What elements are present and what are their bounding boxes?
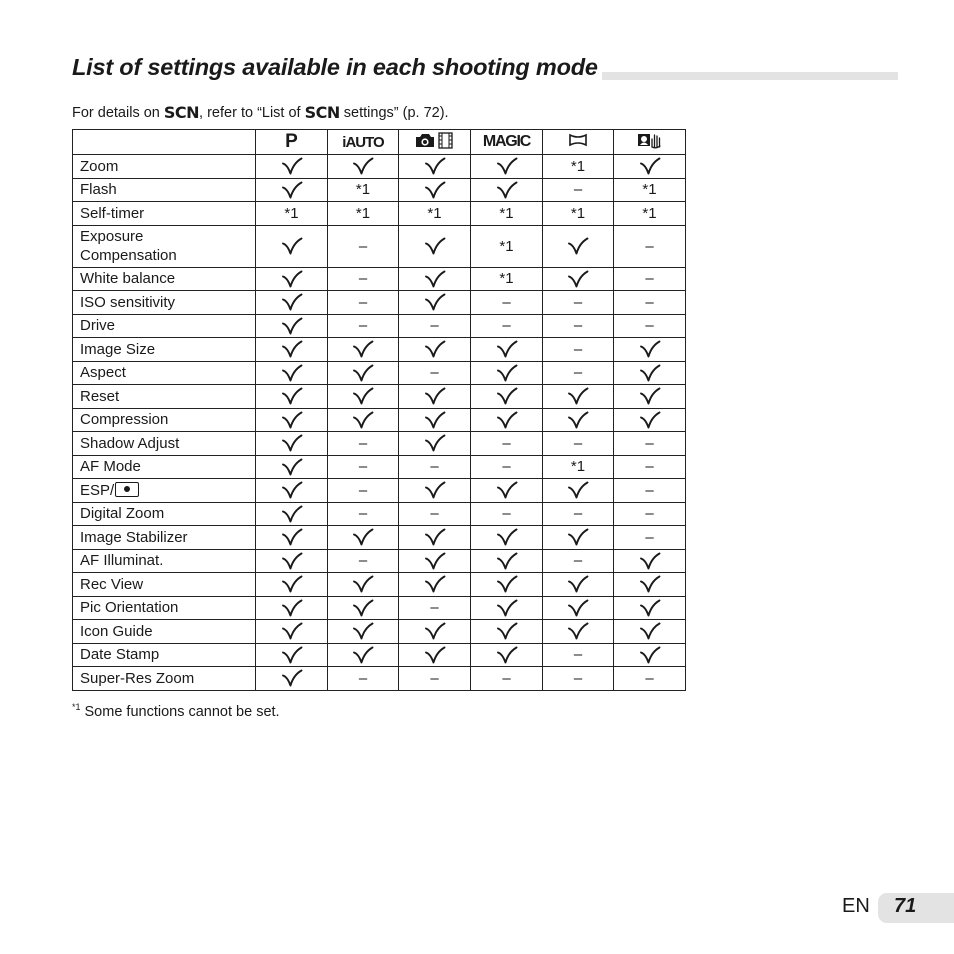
- spot-metering-icon: [115, 482, 139, 497]
- intro-text-after: settings” (p. 72).: [339, 105, 449, 121]
- available-check-icon: [471, 573, 543, 597]
- setting-name-date-stamp: [73, 643, 256, 667]
- table-row: [73, 385, 686, 409]
- setting-name-flash: [73, 178, 256, 202]
- setting-name-text: Exposure: [80, 228, 144, 245]
- unavailable-dash-cell: –: [471, 291, 543, 315]
- setting-name-exposure-compensation: [73, 225, 256, 267]
- table-row: [73, 596, 686, 620]
- setting-name-text: Compression: [80, 411, 169, 429]
- available-check-icon: [328, 573, 399, 597]
- unavailable-dash-cell: –: [543, 291, 614, 315]
- available-check-icon: [614, 620, 686, 644]
- unavailable-dash-cell: –: [614, 502, 686, 526]
- table-row: [73, 667, 686, 691]
- setting-name-text: ISO sensitivity: [80, 293, 176, 311]
- setting-name-white-balance: [73, 267, 256, 291]
- setting-name-image-size: [73, 338, 256, 362]
- available-check-icon: [399, 643, 471, 667]
- language-label: EN: [842, 895, 870, 917]
- available-check-icon: [471, 479, 543, 503]
- limited-note-cell: *1: [399, 202, 471, 226]
- unavailable-dash-cell: –: [328, 291, 399, 315]
- scn-mode-icon: SCN: [304, 103, 340, 122]
- unavailable-dash-cell: –: [328, 455, 399, 479]
- available-check-icon: [614, 361, 686, 385]
- limited-note-cell: *1: [328, 178, 399, 202]
- setting-name-text: ESP/: [80, 481, 115, 499]
- available-check-icon: [256, 526, 328, 550]
- available-check-icon: [399, 155, 471, 179]
- unavailable-dash-cell: –: [614, 432, 686, 456]
- table-row: [73, 291, 686, 315]
- panorama-mode-icon: [568, 133, 588, 151]
- table-row: [73, 526, 686, 550]
- limited-note-cell: *1: [256, 202, 328, 226]
- table-row: [73, 155, 686, 179]
- available-check-icon: [471, 361, 543, 385]
- available-check-icon: [256, 225, 328, 267]
- limited-note-cell: *1: [471, 225, 543, 267]
- setting-name-text: Image Stabilizer: [80, 528, 188, 546]
- setting-name-rec-view: [73, 573, 256, 597]
- available-check-icon: [471, 549, 543, 573]
- available-check-icon: [614, 385, 686, 409]
- header-mode-magic: [471, 130, 543, 155]
- limited-note-cell: *1: [614, 178, 686, 202]
- available-check-icon: [256, 502, 328, 526]
- limited-note-cell: *1: [614, 202, 686, 226]
- footnote-mark: *1: [72, 702, 81, 712]
- setting-name-text: Drive: [80, 317, 116, 335]
- unavailable-dash-cell: –: [328, 667, 399, 691]
- table-row: [73, 225, 686, 267]
- setting-name-text: White balance: [80, 270, 176, 288]
- available-check-icon: [399, 549, 471, 573]
- available-check-icon: [614, 643, 686, 667]
- table-row: [73, 455, 686, 479]
- setting-name-image-stabilizer: [73, 526, 256, 550]
- setting-name-icon-guide: [73, 620, 256, 644]
- available-check-icon: [256, 267, 328, 291]
- available-check-icon: [471, 178, 543, 202]
- setting-name-shadow-adjust: [73, 432, 256, 456]
- table-row: [73, 202, 686, 226]
- available-check-icon: [399, 573, 471, 597]
- available-check-icon: [256, 338, 328, 362]
- available-check-icon: [399, 408, 471, 432]
- intro-paragraph: [72, 102, 449, 121]
- setting-name-esp: [73, 479, 256, 503]
- setting-name-af-illuminat: [73, 549, 256, 573]
- unavailable-dash-cell: –: [543, 549, 614, 573]
- header-mode-panorama: [543, 130, 614, 155]
- available-check-icon: [471, 620, 543, 644]
- available-check-icon: [328, 526, 399, 550]
- setting-name-super-res-zoom: [73, 667, 256, 691]
- settings-table: [72, 129, 686, 691]
- setting-name-text: Reset: [80, 387, 120, 405]
- unavailable-dash-cell: –: [399, 502, 471, 526]
- unavailable-dash-cell: –: [471, 314, 543, 338]
- available-check-icon: [256, 155, 328, 179]
- setting-name-text: Zoom: [80, 157, 119, 175]
- header-mode-camera-movie: [399, 130, 471, 155]
- header-mode-p: [256, 130, 328, 155]
- available-check-icon: [328, 408, 399, 432]
- unavailable-dash-cell: –: [471, 667, 543, 691]
- available-check-icon: [614, 338, 686, 362]
- setting-name-digital-zoom: [73, 502, 256, 526]
- magic-filter-mode-icon: MAGIC: [482, 133, 531, 151]
- table-row: [73, 338, 686, 362]
- available-check-icon: [328, 155, 399, 179]
- table-header-row: [73, 130, 686, 155]
- table-row: [73, 267, 686, 291]
- available-check-icon: [471, 408, 543, 432]
- unavailable-dash-cell: –: [543, 338, 614, 362]
- unavailable-dash-cell: –: [543, 432, 614, 456]
- available-check-icon: [614, 596, 686, 620]
- available-check-icon: [256, 667, 328, 691]
- unavailable-dash-cell: –: [543, 361, 614, 385]
- setting-name-text: Date Stamp: [80, 646, 160, 664]
- available-check-icon: [614, 408, 686, 432]
- available-check-icon: [256, 178, 328, 202]
- setting-name-zoom: [73, 155, 256, 179]
- beauty-hand-mode-icon: [637, 131, 663, 153]
- setting-name-text: Shadow Adjust: [80, 434, 180, 452]
- unavailable-dash-cell: –: [328, 267, 399, 291]
- setting-name-text: Rec View: [80, 575, 144, 593]
- unavailable-dash-cell: –: [614, 314, 686, 338]
- available-check-icon: [399, 385, 471, 409]
- unavailable-dash-cell: –: [543, 178, 614, 202]
- unavailable-dash-cell: –: [614, 455, 686, 479]
- available-check-icon: [543, 620, 614, 644]
- setting-name-text: AF Mode: [80, 458, 141, 476]
- setting-name-pic-orientation: [73, 596, 256, 620]
- available-check-icon: [256, 432, 328, 456]
- setting-name-text: Compensation: [80, 247, 177, 264]
- available-check-icon: [543, 225, 614, 267]
- available-check-icon: [614, 155, 686, 179]
- setting-name-text: Aspect: [80, 364, 126, 382]
- available-check-icon: [256, 479, 328, 503]
- unavailable-dash-cell: –: [614, 667, 686, 691]
- scn-mode-icon: SCN: [163, 103, 200, 122]
- unavailable-dash-cell: –: [543, 667, 614, 691]
- available-check-icon: [543, 596, 614, 620]
- setting-name-text: Image Size: [80, 340, 156, 358]
- unavailable-dash-cell: –: [614, 526, 686, 550]
- table-row: [73, 549, 686, 573]
- available-check-icon: [471, 643, 543, 667]
- unavailable-dash-cell: –: [543, 314, 614, 338]
- available-check-icon: [614, 573, 686, 597]
- available-check-icon: [399, 291, 471, 315]
- available-check-icon: [256, 408, 328, 432]
- header-mode-beauty-hand: [614, 130, 686, 155]
- available-check-icon: [256, 549, 328, 573]
- setting-name-reset: [73, 385, 256, 409]
- available-check-icon: [256, 385, 328, 409]
- page-number-box: [878, 893, 954, 923]
- unavailable-dash-cell: –: [328, 225, 399, 267]
- page-number: 71: [894, 895, 917, 917]
- available-check-icon: [256, 573, 328, 597]
- header-setting-column: [73, 130, 256, 155]
- setting-name-text: Digital Zoom: [80, 505, 165, 523]
- intro-text-middle: , refer to “List of: [199, 105, 305, 121]
- available-check-icon: [399, 225, 471, 267]
- limited-note-cell: *1: [471, 202, 543, 226]
- setting-name-text: Self-timer: [80, 204, 145, 222]
- unavailable-dash-cell: –: [614, 267, 686, 291]
- unavailable-dash-cell: –: [399, 455, 471, 479]
- footnote-text: Some functions cannot be set.: [84, 704, 280, 720]
- unavailable-dash-cell: –: [614, 225, 686, 267]
- iauto-mode-icon: iAUTO: [342, 133, 384, 151]
- available-check-icon: [471, 526, 543, 550]
- page-number-tab: [842, 893, 954, 923]
- page-title: List of settings available in each shooting mode: [72, 54, 602, 81]
- setting-name-af-mode: [73, 455, 256, 479]
- available-check-icon: [256, 596, 328, 620]
- unavailable-dash-cell: –: [543, 643, 614, 667]
- footnote: [72, 702, 280, 720]
- setting-name-self-timer: [73, 202, 256, 226]
- available-check-icon: [399, 432, 471, 456]
- available-check-icon: [328, 385, 399, 409]
- unavailable-dash-cell: –: [328, 432, 399, 456]
- available-check-icon: [328, 338, 399, 362]
- intro-text-before: For details on: [72, 105, 164, 121]
- available-check-icon: [399, 267, 471, 291]
- unavailable-dash-cell: –: [328, 479, 399, 503]
- unavailable-dash-cell: –: [328, 549, 399, 573]
- unavailable-dash-cell: –: [614, 291, 686, 315]
- setting-name-drive: [73, 314, 256, 338]
- available-check-icon: [471, 385, 543, 409]
- limited-note-cell: *1: [543, 202, 614, 226]
- setting-name-text: AF Illuminat.: [80, 552, 164, 570]
- available-check-icon: [328, 643, 399, 667]
- available-check-icon: [543, 267, 614, 291]
- available-check-icon: [399, 620, 471, 644]
- table-row: [73, 178, 686, 202]
- camera-movie-mode-icon: [414, 131, 456, 153]
- available-check-icon: [399, 526, 471, 550]
- limited-note-cell: *1: [328, 202, 399, 226]
- unavailable-dash-cell: –: [399, 314, 471, 338]
- available-check-icon: [256, 291, 328, 315]
- unavailable-dash-cell: –: [328, 502, 399, 526]
- table-row: [73, 573, 686, 597]
- unavailable-dash-cell: –: [471, 455, 543, 479]
- setting-name-iso-sensitivity: [73, 291, 256, 315]
- available-check-icon: [399, 479, 471, 503]
- header-mode-iauto: [328, 130, 399, 155]
- available-check-icon: [543, 526, 614, 550]
- available-check-icon: [256, 643, 328, 667]
- available-check-icon: [471, 155, 543, 179]
- table-row: [73, 408, 686, 432]
- available-check-icon: [614, 549, 686, 573]
- setting-name-compression: [73, 408, 256, 432]
- available-check-icon: [328, 361, 399, 385]
- setting-name-text: Flash: [80, 181, 117, 199]
- setting-name-text: Pic Orientation: [80, 599, 179, 617]
- unavailable-dash-cell: –: [399, 361, 471, 385]
- table-row: [73, 432, 686, 456]
- available-check-icon: [543, 385, 614, 409]
- limited-note-cell: *1: [471, 267, 543, 291]
- limited-note-cell: *1: [543, 155, 614, 179]
- available-check-icon: [471, 338, 543, 362]
- setting-name-text: Icon Guide: [80, 622, 153, 640]
- available-check-icon: [328, 620, 399, 644]
- setting-name-aspect: [73, 361, 256, 385]
- program-mode-icon: P: [285, 131, 298, 152]
- unavailable-dash-cell: –: [543, 502, 614, 526]
- available-check-icon: [543, 479, 614, 503]
- unavailable-dash-cell: –: [328, 314, 399, 338]
- table-row: [73, 314, 686, 338]
- available-check-icon: [256, 455, 328, 479]
- available-check-icon: [256, 314, 328, 338]
- setting-name-text: Super-Res Zoom: [80, 669, 195, 687]
- table-row: [73, 643, 686, 667]
- unavailable-dash-cell: –: [399, 667, 471, 691]
- available-check-icon: [256, 620, 328, 644]
- table-row: [73, 361, 686, 385]
- unavailable-dash-cell: –: [471, 432, 543, 456]
- available-check-icon: [543, 408, 614, 432]
- table-row: [73, 502, 686, 526]
- available-check-icon: [543, 573, 614, 597]
- table-row: [73, 620, 686, 644]
- available-check-icon: [471, 596, 543, 620]
- limited-note-cell: *1: [543, 455, 614, 479]
- unavailable-dash-cell: –: [614, 479, 686, 503]
- unavailable-dash-cell: –: [399, 596, 471, 620]
- unavailable-dash-cell: –: [471, 502, 543, 526]
- available-check-icon: [328, 596, 399, 620]
- table-row: [73, 479, 686, 503]
- available-check-icon: [399, 338, 471, 362]
- available-check-icon: [256, 361, 328, 385]
- available-check-icon: [399, 178, 471, 202]
